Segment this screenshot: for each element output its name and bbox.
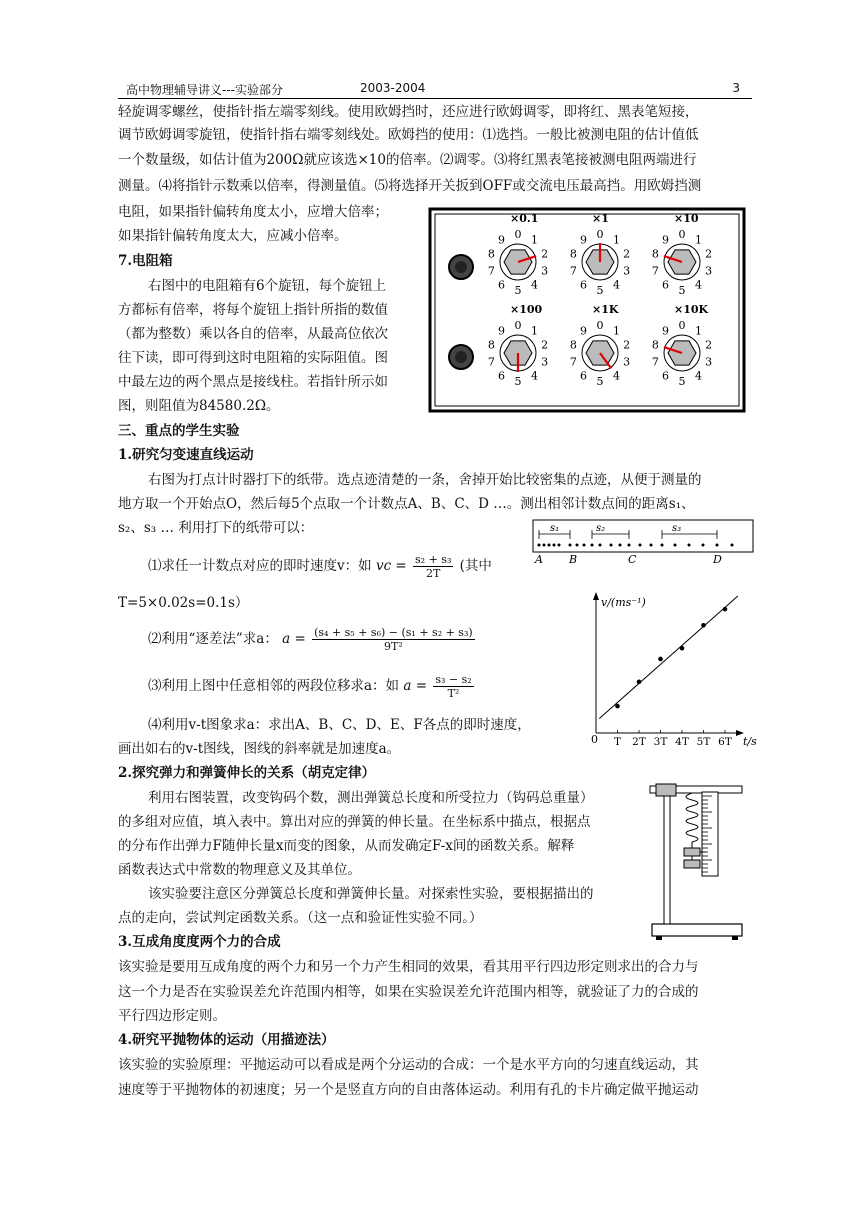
tape-label-d: D — [713, 553, 722, 565]
exp1-item1 — [148, 553, 492, 580]
item1-post: (其中 — [459, 558, 492, 574]
knob-digit: 7 — [487, 355, 495, 369]
knob-digit: 0 — [514, 228, 522, 241]
item2-denominator: 9T² — [384, 640, 403, 653]
tape-dot — [538, 544, 541, 547]
item3-lhs: a = — [403, 678, 428, 694]
knob-digit: 5 — [596, 284, 604, 297]
exp4-heading: 4.研究平抛物体的运动（用描迹法） — [118, 1032, 335, 1048]
knob-digit: 1 — [531, 324, 538, 338]
knob-digit: 0 — [514, 319, 522, 332]
apparatus-stand — [664, 786, 670, 924]
knob-digit: 2 — [705, 247, 713, 261]
tape-dot — [619, 544, 622, 547]
box-line-2: 方都标有倍率，将每个旋钮上指针所指的数值 — [118, 302, 388, 318]
apparatus-base — [652, 924, 742, 936]
exp3-line-1: 该实验是要用互成角度的两个力和另一个力产生相同的效果，看其用平行四边形定则求出的合力与 — [118, 959, 699, 975]
knob-digit: 0 — [596, 228, 604, 241]
knob-digit: 4 — [531, 369, 538, 383]
tape-dot — [543, 544, 546, 547]
resistance-box-heading: 7.电阻箱 — [118, 253, 173, 269]
chart-data-point — [615, 704, 620, 709]
tape-label-b: B — [569, 553, 578, 565]
chart-origin-label: 0 — [591, 733, 598, 746]
knob-digit: 7 — [651, 264, 659, 278]
knob-digit: 1 — [531, 233, 538, 247]
knob-digit: 6 — [662, 369, 669, 383]
knob-digit: 1 — [695, 233, 702, 247]
item1-denominator: 2T — [426, 567, 441, 580]
tape-dot — [628, 544, 631, 547]
box-line-5: 中最左边的两个黑点是接线柱。若指针所示如 — [118, 374, 388, 390]
chart-x-tick-label: 5T — [696, 736, 711, 748]
header-year: 2003-2004 — [360, 81, 426, 95]
exp1-period: T=5×0.02s=0.1s） — [118, 595, 249, 611]
chart-data-point — [723, 607, 728, 612]
knob-digit: 0 — [678, 319, 686, 332]
ohm-line-4: 测量。⑷将指针示数乘以倍率，得测量值。⑸将选择开关扳到OFF或交流电压最高挡。用欧姆挡测 — [118, 178, 702, 194]
knob-digit: 4 — [613, 278, 620, 292]
knob-digit: 8 — [651, 338, 659, 352]
exp2-heading: 2.探究弹力和弹簧伸长的关系（胡克定律） — [118, 765, 376, 781]
tape-dot — [548, 544, 551, 547]
knob-digit: 9 — [498, 233, 505, 247]
exp3-heading: 3.互成角度度两个力的合成 — [118, 934, 281, 950]
box-line-3: （都为整数）乘以各自的倍率，从最高位依次 — [118, 326, 388, 342]
tape-seg-s2: s₂ — [596, 523, 606, 534]
knob-multiplier-label: ×1K — [592, 303, 619, 316]
tape-dot — [610, 544, 613, 547]
knob-digit: 3 — [541, 264, 549, 278]
knob-digit: 7 — [569, 264, 577, 278]
tape-dot — [599, 544, 602, 547]
tape-dot — [661, 544, 664, 547]
tape-dot — [558, 544, 561, 547]
knob-digit: 6 — [580, 278, 587, 292]
exp1-line-2: 地方取一个开始点O，然后每5个点取一个计数点A、B、C、D …。测出相邻计数点间的距离s₁、 — [118, 496, 695, 512]
knob-digit: 0 — [678, 228, 686, 241]
tape-dot — [576, 544, 579, 547]
item1-text: ⑴求任一计数点对应的即时速度v：如 — [148, 558, 372, 574]
ohm-line-2: 调节欧姆调零旋钮，使指针指右端零刻线处。欧姆挡的使用：⑴选挡。一般比被测电阻的估计值低 — [118, 127, 699, 143]
knob-digit: 9 — [662, 233, 669, 247]
knob-digit: 6 — [662, 278, 669, 292]
knob-digit: 0 — [596, 319, 604, 332]
chart-y-arrow — [593, 592, 599, 600]
weight-2 — [684, 860, 700, 868]
chart-data-point — [637, 680, 642, 685]
knob-digit: 6 — [498, 369, 505, 383]
knob-digit: 2 — [541, 338, 549, 352]
knob-digit: 2 — [623, 338, 631, 352]
exp2-line-4: 函数表达式中常数的物理意义及其单位。 — [118, 862, 361, 878]
box-line-4: 往下读，即可得到这时电阻箱的实际阻值。图 — [118, 350, 388, 366]
header-title: 高中物理辅导讲义---实验部分 — [126, 83, 283, 97]
box-line-1: 右图中的电阻箱有6个旋钮，每个旋钮上 — [148, 278, 387, 294]
knob-digit: 3 — [705, 355, 713, 369]
chart-x-tick-label: 2T — [632, 736, 646, 748]
knob-digit: 5 — [678, 375, 686, 388]
knob-digit: 9 — [662, 324, 669, 338]
ohm-line-6: 如果指针偏转角度太大，应减小倍率。 — [118, 228, 348, 244]
knob-digit: 8 — [569, 247, 577, 261]
knob-digit: 6 — [580, 369, 587, 383]
tape-dot — [639, 544, 642, 547]
knob-digit: 4 — [613, 369, 620, 383]
exp1-item4-line2: 画出如右的v-t图线，图线的斜率就是加速度a。 — [118, 741, 401, 757]
chart-data-point — [658, 657, 663, 662]
exp1-item2 — [148, 624, 477, 654]
exp4-line-1: 该实验的实验原理：平抛运动可以看成是两个分运动的合成：一个是水平方向的匀速直线运动，其 — [118, 1057, 699, 1073]
item3-fraction — [433, 673, 473, 700]
exp2-line-5: 该实验要注意区分弹簧总长度和弹簧伸长量。对探索性实验，要根据描出的 — [148, 886, 594, 902]
knob-multiplier-label: ×10K — [674, 303, 709, 316]
item1-numerator: s₂ + s₃ — [415, 553, 452, 566]
tape-dot — [702, 544, 705, 547]
knob-digit: 8 — [487, 338, 495, 352]
tape-border — [533, 520, 753, 552]
item2-lhs: a = — [282, 631, 306, 647]
item3-text: ⑶利用上图中任意相邻的两段位移求a：如 — [148, 678, 400, 694]
exp2-line-1: 利用右图装置，改变钩码个数，测出弹簧总长度和所受拉力（钩码总重量） — [148, 790, 594, 806]
tape-dot — [591, 544, 594, 547]
item3-numerator: s₃ − s₂ — [435, 673, 472, 686]
knob-digit: 6 — [498, 278, 505, 292]
weight-1 — [684, 848, 700, 856]
tape-dot — [583, 544, 586, 547]
knob-digit: 9 — [580, 324, 587, 338]
knob-digit: 7 — [651, 355, 659, 369]
knob-digit: 5 — [678, 284, 686, 297]
knob-multiplier-label: ×0.1 — [510, 212, 539, 225]
section-heading: 三、重点的学生实验 — [118, 423, 240, 439]
tape-dot — [553, 544, 556, 547]
exp2-line-6: 点的走向，尝试判定函数关系。（这一点和验证性实验不同。） — [118, 910, 483, 926]
item2-numerator: (s₄ + s₅ + s₆) − (s₁ + s₂ + s₃) — [314, 626, 473, 639]
knob-digit: 4 — [695, 369, 702, 383]
knob-digit: 2 — [541, 247, 549, 261]
chart-ylabel: v/(ms⁻¹) — [601, 596, 646, 609]
item1-fraction — [413, 553, 453, 580]
tape-dot — [716, 544, 719, 547]
knob-digit: 2 — [623, 247, 631, 261]
knob-digit: 7 — [487, 264, 495, 278]
tape-dot — [674, 544, 677, 547]
knob-digit: 3 — [705, 264, 713, 278]
knob-digit: 5 — [596, 375, 604, 388]
chart-data-point — [680, 646, 685, 651]
knob-digit: 3 — [541, 355, 549, 369]
item2-text: ⑵利用“逐差法”求a： — [148, 631, 278, 647]
knob-digit: 4 — [531, 278, 538, 292]
exp2-line-2: 的多组对应值，填入表中。算出对应的弹簧的伸长量。在坐标系中描点，根据点 — [118, 814, 591, 830]
knob-digit: 1 — [613, 324, 620, 338]
knob-digit: 7 — [569, 355, 577, 369]
exp3-line-3: 平行四边形定则。 — [118, 1008, 226, 1024]
exp1-line-3: s₂、s₃ … 利用打下的纸带可以： — [118, 520, 314, 536]
exp1-item3 — [148, 672, 476, 700]
tape-seg-s1: s₁ — [550, 523, 560, 534]
knob-digit: 9 — [498, 324, 505, 338]
knob-digit: 1 — [695, 324, 702, 338]
exp2-line-3: 的分布作出弹力F随伸长量x而变的图象，从而发确定F-x间的函数关系。解释 — [118, 838, 575, 854]
tape-label-c: C — [628, 553, 637, 565]
box-line-6: 图，则阻值为84580.2Ω。 — [118, 398, 280, 414]
paper-tape-figure — [532, 519, 754, 565]
knob-digit: 5 — [514, 375, 522, 388]
knob-digit: 5 — [514, 284, 522, 297]
header-page-number: 3 — [732, 81, 740, 95]
terminal-top — [449, 255, 473, 279]
resistance-box-figure — [428, 207, 746, 413]
chart-xlabel: t/s — [743, 735, 757, 748]
knob-digit: 8 — [487, 247, 495, 261]
vt-chart — [580, 590, 760, 750]
exp3-line-2: 这一个力是否在实验误差允许范围内相等，如果在实验误差允许范围内相等，就验证了力的合成的 — [118, 984, 699, 1000]
knob-digit: 8 — [569, 338, 577, 352]
chart-x-tick-label: 4T — [675, 736, 689, 748]
chart-fit-line — [599, 596, 738, 719]
chart-x-tick-label: T — [613, 736, 622, 748]
ohm-line-5: 电阻，如果指针偏转角度太小，应增大倍率； — [118, 204, 388, 220]
knob-digit: 3 — [623, 264, 631, 278]
ohm-line-3: 一个数量级，如估计值为200Ω就应该选×10的倍率。⑵调零。⑶将红黑表笔接被测电阻两端进行 — [118, 152, 697, 168]
tape-seg-s3: s₃ — [672, 523, 682, 534]
spring-apparatus-figure — [646, 778, 746, 942]
chart-x-tick-label: 3T — [653, 736, 668, 748]
item2-fraction — [312, 626, 475, 653]
page-header — [118, 80, 752, 99]
knob-digit: 9 — [580, 233, 587, 247]
knob-digit: 1 — [613, 233, 620, 247]
knob-multiplier-label: ×10 — [674, 212, 699, 225]
item1-lhs: vc = — [375, 558, 407, 574]
knob-digit: 8 — [651, 247, 659, 261]
exp1-heading: 1.研究匀变速直线运动 — [118, 447, 254, 463]
tape-label-a: A — [535, 553, 543, 565]
apparatus-clamp — [656, 784, 676, 796]
knob-multiplier-label: ×1 — [592, 212, 609, 225]
tape-dot — [731, 544, 734, 547]
item3-denominator: T² — [447, 687, 460, 700]
terminal-bottom — [449, 345, 473, 369]
exp4-line-2: 速度等于平抛物体的初速度；另一个是竖直方向的自由落体运动。利用有孔的卡片确定做平抛运动 — [118, 1082, 699, 1098]
knob-digit: 3 — [623, 355, 631, 369]
tape-labels — [534, 553, 722, 565]
exp1-item4-line1: ⑷利用v-t图象求a：求出A、B、C、D、E、F各点的即时速度， — [148, 717, 531, 733]
knob-digit: 2 — [705, 338, 713, 352]
knob-digit: 4 — [695, 278, 702, 292]
ohm-line-1: 轻旋调零螺丝，使指针指左端零刻线。使用欧姆挡时，还应进行欧姆调零，即将红、黑表笔短接， — [118, 104, 699, 120]
tape-dot — [569, 544, 572, 547]
tape-dot — [650, 544, 653, 547]
spring — [686, 793, 698, 848]
tape-dot — [688, 544, 691, 547]
exp1-line-1: 右图为打点计时器打下的纸带。选点迹清楚的一条，舍掉开始比较密集的点迹，从便于测量的 — [148, 472, 702, 488]
chart-data-point — [701, 623, 706, 628]
ruler — [702, 792, 718, 876]
knob-multiplier-label: ×100 — [510, 303, 543, 316]
chart-x-tick-label: 6T — [718, 736, 732, 748]
